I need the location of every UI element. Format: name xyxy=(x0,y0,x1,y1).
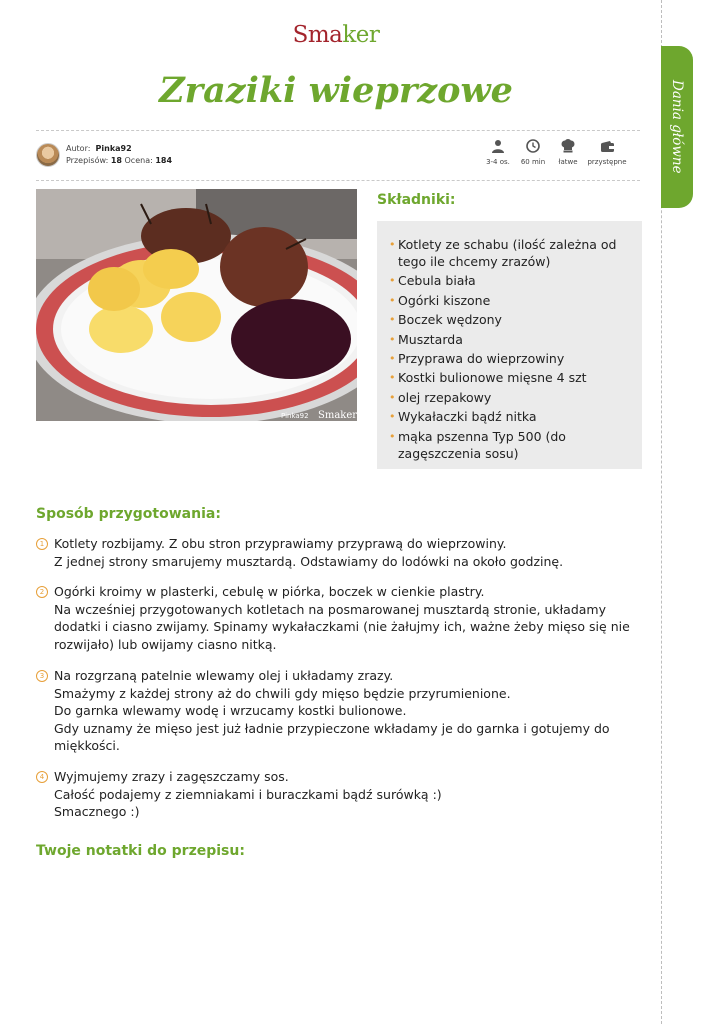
watermark-brand: Smaker xyxy=(318,410,357,421)
step-2 xyxy=(36,583,636,653)
ingredients-box xyxy=(377,221,642,469)
step-line: rozwijało) lub owijamy ciasno nitką. xyxy=(54,636,277,652)
clock-icon xyxy=(525,138,541,154)
step-line: Na wcześniej przygotowanych kotletach na posmarowanej musztardą stronie, układamy xyxy=(54,601,607,617)
author-label: Autor: xyxy=(66,144,91,153)
preparation-heading: Sposób przygotowania: xyxy=(36,506,221,522)
step-line: Ogórki kroimy w plasterki, cebulę w piórka, boczek w cienkie plastry. xyxy=(54,584,485,599)
ingredient-item: • mąka pszenna Typ 500 (do zagęszczenia sosu) xyxy=(389,428,629,462)
step-line: Kotlety rozbijamy. Z obu stron przyprawiamy przyprawą do wieprzowiny. xyxy=(54,536,507,551)
avatar[interactable] xyxy=(36,143,60,167)
person-icon xyxy=(490,138,506,154)
ingredient-item: • Musztarda xyxy=(389,331,629,348)
servings-label: 3-4 os. xyxy=(486,158,510,166)
step-4 xyxy=(36,768,636,821)
divider-bottom xyxy=(36,180,640,181)
difficulty-label: łatwe xyxy=(558,158,578,166)
rating-label: Ocena: xyxy=(124,156,153,165)
cost-label: przystępne xyxy=(587,158,627,166)
ingredient-item: • Ogórki kiszone xyxy=(389,292,629,309)
step-line: Z jednej strony smarujemy musztardą. Odstawiamy do lodówki na około godzinę. xyxy=(54,553,564,569)
step-number: 4 xyxy=(36,771,48,783)
ingredient-item: • Boczek wędzony xyxy=(389,311,629,328)
wallet-icon xyxy=(599,138,615,154)
step-number: 2 xyxy=(36,586,48,598)
step-line: Smacznego :) xyxy=(54,804,140,819)
meta-cost xyxy=(582,138,632,166)
step-line: Całość podajemy z ziemniakami i buraczkami bądź surówką :) xyxy=(54,786,442,802)
recipe-title: Zraziki wieprzowe xyxy=(159,70,513,111)
chef-hat-icon xyxy=(560,138,576,154)
ingredients-heading: Składniki: xyxy=(377,192,456,208)
divider-top xyxy=(36,130,640,131)
recipes-label: Przepisów: xyxy=(66,156,109,165)
watermark-user: Pinka92 xyxy=(281,412,309,420)
ingredient-item: • Kostki bulionowe mięsne 4 szt xyxy=(389,369,629,386)
step-line: Na rozgrzaną patelnie wlewamy olej i układamy zrazy. xyxy=(54,668,394,683)
author-name[interactable]: Pinka92 xyxy=(95,144,132,153)
step-number: 3 xyxy=(36,670,48,682)
time-label: 60 min xyxy=(520,158,546,166)
category-tab[interactable] xyxy=(661,46,693,208)
step-3 xyxy=(36,667,636,755)
recipe-photo xyxy=(36,189,357,421)
ingredient-item: • Wykałaczki bądź nitka xyxy=(389,408,629,425)
ingredients-list xyxy=(389,236,629,464)
rating-value: 184 xyxy=(155,156,173,165)
step-line: Gdy uznamy że mięso jest już ładnie przypieczone wkładamy je do garnka i gotujemy do xyxy=(54,720,610,736)
step-line: dodatki i ciasno zwijamy. Spinamy wykałaczkami (nie żałujmy ich, ważne żeby mięso się nie xyxy=(54,619,630,634)
step-number: 1 xyxy=(36,538,48,550)
logo-part-2: ker xyxy=(342,22,380,48)
ingredient-item: • olej rzepakowy xyxy=(389,389,629,406)
ingredient-item: • Cebula biała xyxy=(389,272,629,289)
step-line: Smażymy z każdej strony aż do chwili gdy mięso będzie przyrumienione. xyxy=(54,685,511,701)
notes-heading: Twoje notatki do przepisu: xyxy=(36,843,245,859)
step-line: Wyjmujemy zrazy i zagęszczamy sos. xyxy=(54,769,289,784)
logo-part-1: Sma xyxy=(292,22,343,48)
recipes-count: 18 xyxy=(110,156,122,165)
smaker-logo xyxy=(0,22,672,48)
category-tab-label: Dania główne xyxy=(669,80,685,174)
ingredient-item: • Kotlety ze schabu (ilość zależna od tego ile chcemy zrazów) xyxy=(389,236,629,270)
step-line: Do garnka wlewamy wodę i wrzucamy kostki bulionowe. xyxy=(54,703,407,718)
author-info xyxy=(36,143,172,167)
author-text xyxy=(66,143,172,167)
step-line: miękkości. xyxy=(54,738,120,753)
ingredient-item: • Przyprawa do wieprzowiny xyxy=(389,350,629,367)
step-1 xyxy=(36,535,636,570)
